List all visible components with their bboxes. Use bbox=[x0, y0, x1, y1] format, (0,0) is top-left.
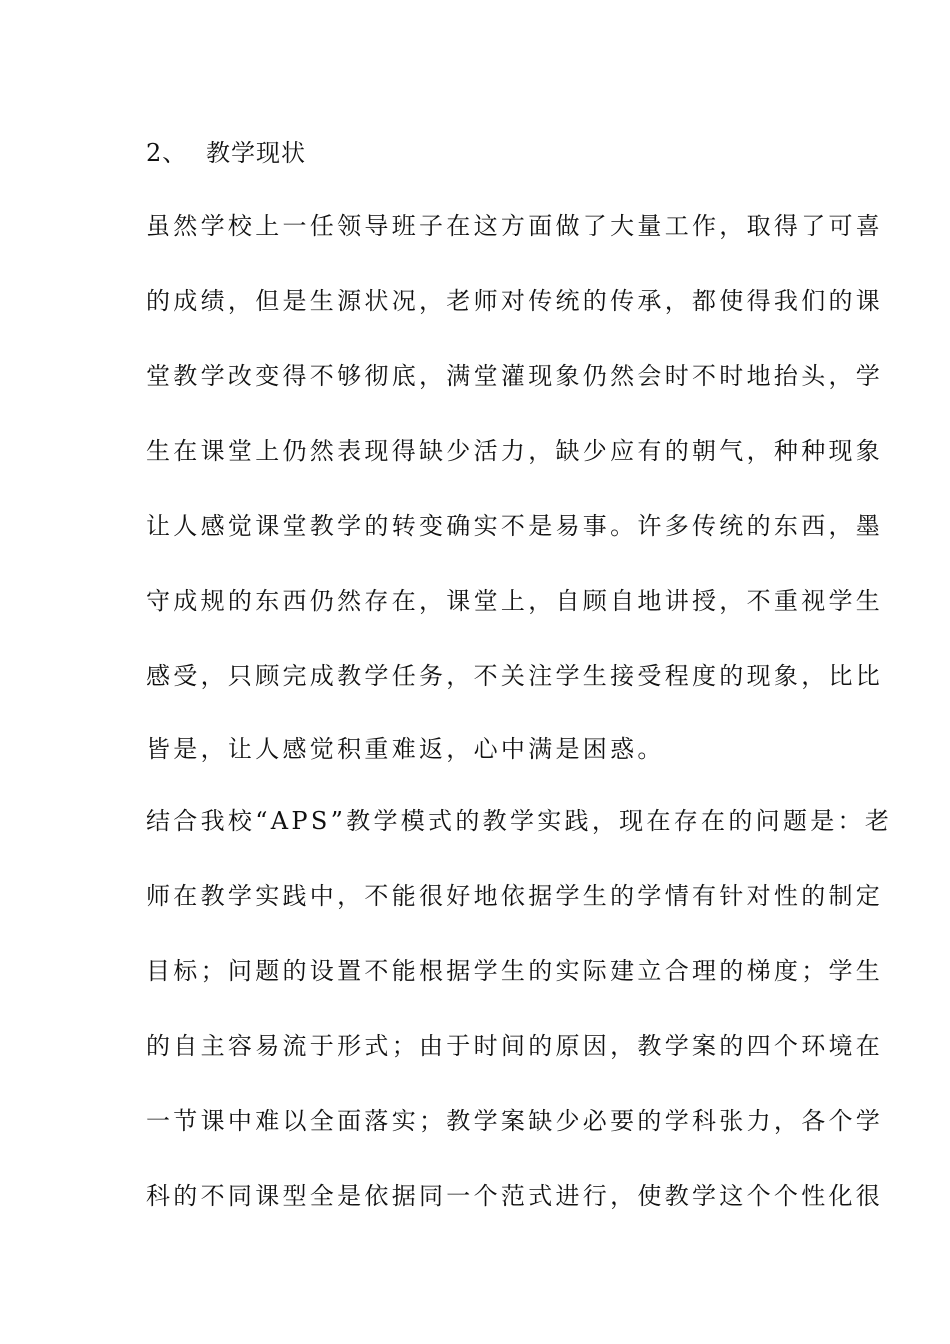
section-heading bbox=[146, 137, 806, 169]
paragraph-2-line-2: 师在教学实践中，不能很好地依据学生的学情有针对性的制定 bbox=[146, 882, 884, 910]
section-title: 教学现状 bbox=[206, 139, 306, 167]
paragraph-2-line-5: 一节课中难以全面落实；教学案缺少必要的学科张力，各个学 bbox=[146, 1107, 884, 1135]
paragraph-1-line-5: 让人感觉课堂教学的转变确实不是易事。许多传统的东西，墨 bbox=[146, 512, 884, 540]
paragraph-2-line-3: 目标；问题的设置不能根据学生的实际建立合理的梯度；学生 bbox=[146, 957, 884, 985]
section-number: 2、 bbox=[146, 139, 188, 167]
paragraph-1-line-7: 感受，只顾完成教学任务，不关注学生接受程度的现象，比比 bbox=[146, 662, 884, 690]
paragraph-1-line-2: 的成绩，但是生源状况，老师对传统的传承，都使得我们的课 bbox=[146, 287, 884, 315]
paragraph-2-line-1: 结合我校“APS”教学模式的教学实践，现在存在的问题是：老 bbox=[146, 807, 893, 835]
paragraph-2-line-4: 的自主容易流于形式；由于时间的原因，教学案的四个环境在 bbox=[146, 1032, 884, 1060]
paragraph-1-line-8: 皆是，让人感觉积重难返，心中满是困惑。 bbox=[146, 735, 665, 763]
paragraph-1-line-3: 堂教学改变得不够彻底，满堂灌现象仍然会时不时地抬头，学 bbox=[146, 362, 884, 390]
paragraph-1-line-1: 虽然学校上一任领导班子在这方面做了大量工作，取得了可喜 bbox=[146, 212, 884, 240]
paragraph-1-line-6: 守成规的东西仍然存在，课堂上，自顾自地讲授，不重视学生 bbox=[146, 587, 884, 615]
paragraph-1-line-4: 生在课堂上仍然表现得缺少活力，缺少应有的朝气，种种现象 bbox=[146, 437, 884, 465]
paragraph-2-line-6: 科的不同课型全是依据同一个范式进行，使教学这个个性化很 bbox=[146, 1182, 884, 1210]
